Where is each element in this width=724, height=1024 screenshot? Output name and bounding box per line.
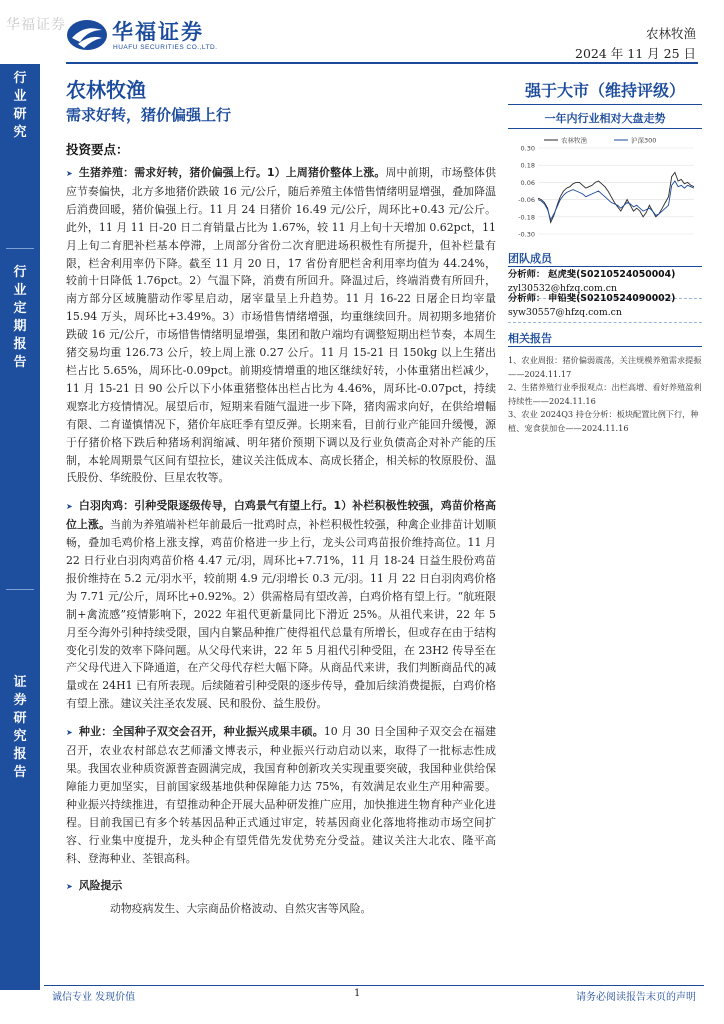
logo-text: 华福证券 <box>112 20 204 44</box>
related-report-item: 3、农业 2024Q3 持仓分析：板块配置比例下行，种植、宠食获加仓——2024.11.16 <box>508 409 699 433</box>
y-tick-label: -0.18 <box>518 213 535 222</box>
main-content <box>62 164 496 928</box>
risk-title: 风险提示 <box>78 879 123 893</box>
y-tick-label: 0.30 <box>520 144 535 153</box>
analyst-2 <box>508 292 675 320</box>
company-logo <box>66 16 256 58</box>
rating-divider <box>508 104 702 105</box>
watermark: 华福证券 <box>6 17 66 33</box>
analyst-name: 申铅斐(S0210524090002) <box>548 293 676 304</box>
related-reports-list <box>508 354 702 435</box>
chart-title: 一年内行业相对大盘走势 <box>544 112 666 125</box>
paragraph-lead: 白羽肉鸡：引种受限逐级传导，白鸡景气有望上行。1）补栏积极性较强，鸡苗价格高位上涨。 <box>66 499 496 532</box>
series-line <box>538 181 694 220</box>
sidebar-divider <box>6 589 34 590</box>
header-divider <box>66 62 698 64</box>
page-number: 1 <box>354 988 361 999</box>
paragraph-hog <box>62 164 496 487</box>
y-tick-label: -0.06 <box>518 196 535 205</box>
y-tick-label: 0.06 <box>520 178 535 187</box>
y-tick-label: -0.30 <box>518 230 535 239</box>
report-title: 农林牧渔 <box>66 78 146 102</box>
header-category: 农林牧渔 <box>645 26 696 41</box>
related-report-item: 1、农业周报：猪价偏弱震荡，关注规模养殖需求提振——2024.11.17 <box>508 355 702 379</box>
paragraph-seed <box>62 723 496 867</box>
related-report-item: 2、生猪养殖行业季报观点：出栏高增、看好养殖盈利持续性——2024.11.16 <box>508 382 702 406</box>
arrow-bullet-icon: ➤ <box>66 882 73 892</box>
analyst-email: zyl30532@hfzq.com.cn <box>508 283 617 294</box>
report-subtitle: 需求好转，猪价偏强上行 <box>66 106 232 124</box>
related-divider <box>508 346 702 347</box>
paragraph-text: 当前为养殖端补栏年前最后一批鸡时点，补栏积极性较强，种禽企业排苗计划顺畅，叠加毛鸡价格上涨支撑，鸡苗价格进一步上行，龙头公司鸡苗报价维持高位。11 月 22 日行业白羽肉鸡苗价格 4.47 元/羽，周环比+7.71%，11 月 18-24 日益生股份鸡苗报价维持在 5.2 元/羽水平，较前期 4.9 元/羽增长 0.3 元/羽。11 月 22 日白羽肉鸡价格为 7.71 元/公斤，周环比+0.92%。2）供需格局有望改善，白鸡价格有望上行。“航班限制+禽流感”疫情影响下，2022 年祖代更新量同比下滑近 25%。从祖代来讲，22 年 5 月至今海外引种持续受限，国内自繁品种推广使得祖代总量有所增长，但或存在由于结构变化引发的效率下降问题。从父母代来讲，22 年 5 月祖代引种受阻，在 23H2 传导至在产父母代进入下降通道，在产父母代存栏大幅下降。从商品代来讲，我们判断商品代的减量或在 24H1 已有所表现。后续随着引种受限的逐步传导，叠加后续消费提振，白鸡价格有望上涨。建议关注圣农发展、民和股份、益生股份。 <box>66 518 496 711</box>
relative-performance-chart <box>508 134 702 240</box>
analyst-email: syw30557@hfzq.com.cn <box>508 307 622 318</box>
header-date: 2024 年 11 月 25 日 <box>575 46 696 61</box>
arrow-bullet-icon: ➤ <box>66 169 73 178</box>
sidebar-divider <box>6 248 34 249</box>
logo-emblem-icon <box>66 18 108 52</box>
paragraph-lead: 生猪养殖：需求好转，猪价偏强上行。1）上周猪价整体上涨。 <box>78 166 386 179</box>
legend-label: 沪深300 <box>631 136 657 145</box>
chart-title-divider <box>508 128 702 129</box>
paragraph-lead: 种业：全国种子双交会召开，种业振兴成果丰硕。 <box>78 725 324 739</box>
analyst-name: 赵虎斐(S0210524050004) <box>548 269 676 280</box>
analyst-label: 分析师： <box>508 269 546 280</box>
arrow-bullet-icon: ➤ <box>66 728 73 738</box>
sidebar-label-bottom: 证券研究报告 <box>13 675 27 780</box>
paragraph-broiler <box>62 497 496 713</box>
footer-disclaimer: 请务必阅读报告末页的声明 <box>576 992 696 1003</box>
y-tick-label: 0.18 <box>520 161 535 170</box>
footer-slogan: 诚信专业 发现价值 <box>52 992 136 1003</box>
paragraph-text: 周中前期，市场整体供应节奏偏快，北方多地猪价跌破 16 元/公斤，随后养殖主体惜售情绪明显增强，叠加降温后消费回暖，猪价偏强上行。11 月 24 日猪价 16.49 元/公斤，周环比+0.43 元/公斤。此外，11 月 11 日-20 日二育销量占比为 1.67%，较 11 月上旬十天增加 0.62pct，11 月上旬二育肥补栏基本停滞，上周部分省份二次育肥进场积极性有所提升，但补栏量有限，栏舍利用率仍下降。截至 11 月 20 日，17 省份育肥栏舍利用率均值为 44.24%，较前十日降低 1.76pct。2）气温下降，消费有所回升。降温过后，终端消费有所回升，南方部分区域腌腊动作零星启动，屠宰量呈上升趋势。11 月 16-22 日屠企日均宰量 15.94 万头，周环比+3.49%。3）市场惜售情绪增强，均重继续回升。周初期多地猪价跌破 16 元/公斤，市场惜售情绪明显增强，集团和散户端均有调整短期出栏节奏，本周生猪交易均重 126.73 公斤，较上周上涨 0.27 公斤。11 月 15-21 日 150kg 以上生猪出栏占比 5.65%，周环比-0.09pct。前期疫情增重的地区继续好转，小体重猪出栏减少，11 月 15-21 日 90 公斤以下小体重猪整体出栏占比为 4.46%，周环比-0.07pct，持续观察北方疫情情况。展望后市，短期来看随气温进一步下降，猪肉需求向好，在供给增幅有限、二育谨慎情况下，猪价年底旺季有望反弹。长期来看，目前行业产能回升缓慢，源于仔猪价格下跌后种猪场利润缩减、明年猪价预期下调以及行业负债高企对补产能的压制，本轮周期景气区间有望拉长，建议关注低成本、高成长猪企，相关标的牧原股份、温氏股份、华统股份、巨星农牧等。 <box>66 166 496 485</box>
section-title: 投资要点： <box>66 142 129 157</box>
paragraph-text: 10 月 30 日全国种子双交会在福建召开，农业农村部总农艺师潘文博表示，种业振兴行动启动以来，取得了一批标志性成果。我国农业种质资源普查圆满完成，我国育种创新攻关实现重要突破，我国种业供给保障能力更加坚实，目前国家级基地供种保障能力达 75%，有效满足农业生产用种需要。种业振兴持续推进，有望推动种企开展大品种研发推广应用，加快推进生物育种产业化进程。目前我国已有多个转基因品种正式通过审定，转基因商业化落地将推动市场空间扩容、行业集中度提升，龙头种企有望凭借先发优势充分受益。建议关注大北农、隆平高科、登海种业、荃银高科。 <box>66 725 496 865</box>
risk-heading <box>62 877 496 896</box>
logo-english-text: HUAFU SECURITIES CO.,LTD. <box>113 44 218 51</box>
arrow-bullet-icon: ➤ <box>66 502 73 512</box>
legend-label: 农林牧渔 <box>561 136 587 145</box>
team-divider <box>508 266 702 267</box>
sidebar-label-top: 行业研究 <box>13 71 27 140</box>
sidebar <box>0 64 40 990</box>
industry-rating: 强于大市（维持评级） <box>524 81 685 100</box>
risk-text: 动物疫病发生、大宗商品价格波动、自然灾害等风险。 <box>110 902 372 916</box>
team-title: 团队成员 <box>508 252 552 265</box>
related-reports-title: 相关报告 <box>508 332 552 345</box>
sidebar-label-middle: 行业定期报告 <box>13 265 27 370</box>
analyst-divider <box>508 322 702 323</box>
analyst-label: 分析师： <box>508 293 546 304</box>
footer-divider <box>44 985 704 986</box>
